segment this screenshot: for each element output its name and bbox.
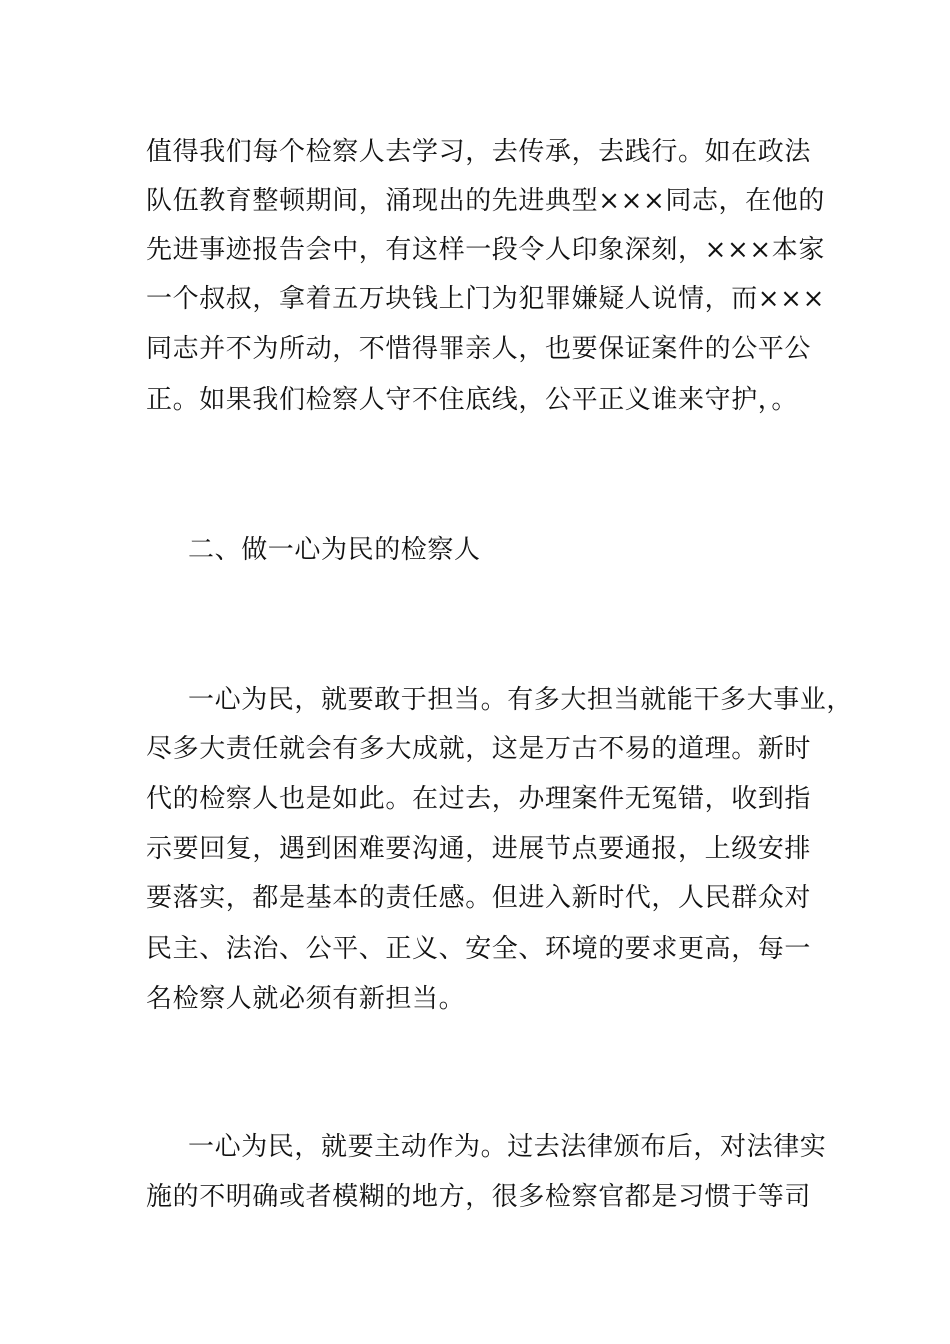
text-line: 示要回复，遇到困难要沟通，进展节点要通报，上级安排: [146, 834, 812, 864]
text-line: 先进事迹报告会中，有这样一段令人印象深刻，×××本家: [146, 235, 825, 265]
text-line: 一个叔叔，拿着五万块钱上门为犯罪嫌疑人说情，而×××: [146, 284, 825, 314]
text-line: 一心为民，就要主动作为。过去法律颁布后，对法律实: [188, 1132, 827, 1162]
text-line: 正。如果我们检察人守不住底线，公平正义谁来守护，。: [146, 385, 799, 415]
text-line: 施的不明确或者模糊的地方，很多检察官都是习惯于等司: [146, 1182, 812, 1212]
text-line: 要落实，都是基本的责任感。但进入新时代，人民群众对: [146, 883, 812, 913]
text-line: 名检察人就必须有新担当。: [146, 984, 466, 1014]
section-heading: 二、做一心为民的检察人: [188, 535, 481, 565]
text-line: 代的检察人也是如此。在过去，办理案件无冤错，收到指: [146, 784, 812, 814]
text-line: 民主、法治、公平、正义、安全、环境的要求更高，每一: [146, 934, 812, 964]
text-line: 值得我们每个检察人去学习，去传承，去践行。如在政法: [146, 137, 812, 167]
text-line: 尽多大责任就会有多大成就，这是万古不易的道理。新时: [146, 734, 812, 764]
text-line: 队伍教育整顿期间，涌现出的先进典型×××同志，在他的: [146, 186, 825, 216]
text-line: 一心为民，就要敢于担当。有多大担当就能干多大事业，: [188, 685, 854, 715]
text-line: 同志并不为所动，不惜得罪亲人，也要保证案件的公平公: [146, 334, 812, 364]
